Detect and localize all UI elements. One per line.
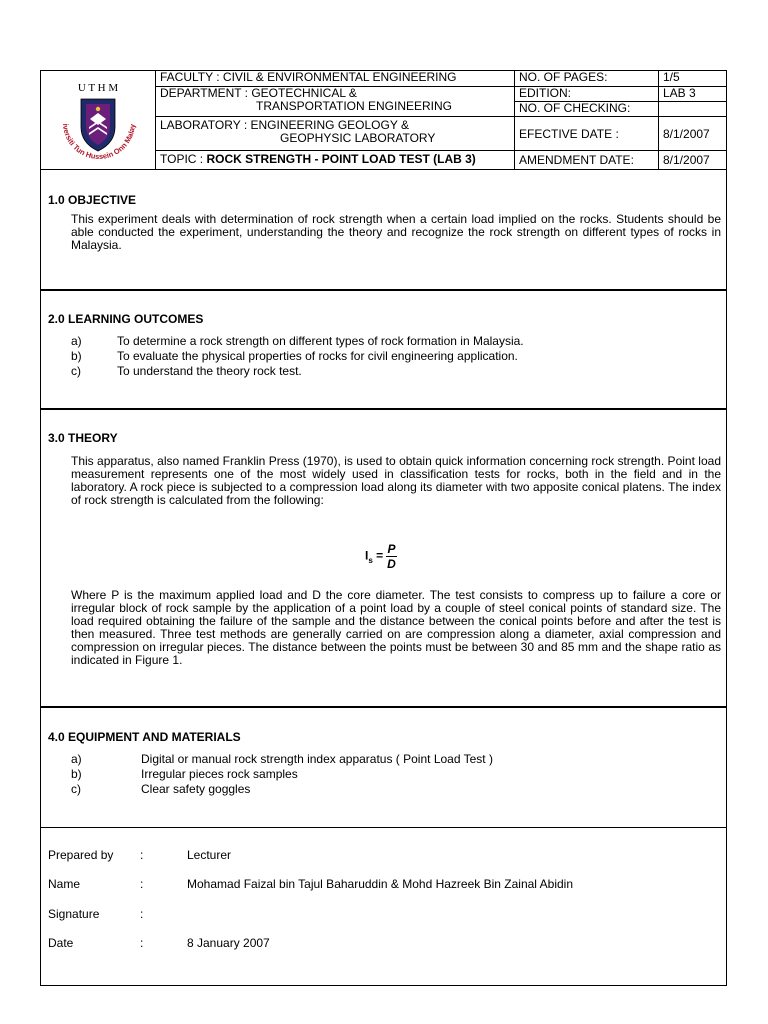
section-divider — [41, 289, 726, 291]
formula-denominator: D — [387, 557, 396, 571]
amendment-date-value-text: 8/1/2007 — [663, 153, 710, 167]
section-divider — [41, 827, 726, 828]
effective-date-label — [514, 117, 658, 151]
formula-fraction — [386, 542, 396, 571]
laboratory-line2: GEOPHYSIC LABORATORY — [280, 131, 436, 145]
amendment-date-label-text: AMENDMENT DATE: — [519, 153, 634, 167]
section-divider — [41, 408, 726, 410]
name-value: Mohamad Faizal bin Tajul Baharuddin & Mohd Hazreek Bin Zainal Abidin — [187, 877, 573, 891]
prepared-by-value: Lecturer — [187, 848, 232, 862]
equipment-item: Clear safety goggles — [141, 782, 251, 796]
formula-lhs: I — [365, 548, 369, 563]
equipment-marker: a) — [71, 752, 82, 766]
laboratory-line1: LABORATORY : ENGINEERING GEOLOGY & — [160, 118, 409, 132]
edition-value-text: LAB 3 — [663, 87, 696, 100]
shield-icon — [81, 99, 115, 151]
department-line1: DEPARTMENT : GEOTECHNICAL & — [160, 87, 357, 100]
effective-date-label-text: EFECTIVE DATE : — [519, 127, 619, 141]
edition-value — [658, 87, 726, 102]
date-colon: : — [140, 936, 144, 950]
no-of-checking-label — [514, 102, 658, 117]
no-of-pages-label-text: NO. OF PAGES: — [519, 71, 608, 84]
point-load-formula — [365, 542, 397, 571]
theory-paragraph-1: This apparatus, also named Franklin Press (1970), is used to obtain quick information concerning rock strength. Point load measurement represents one of the most widely used in classification tests for rocks, both in the field and in the laboratory. A rock piece is subjected to a compression load along its diameter with two apposite conical platens. The index of rock strength is calculated from the following: — [71, 454, 721, 507]
no-of-checking-label-text: NO. OF CHECKING: — [519, 102, 631, 115]
laboratory-cell — [155, 117, 514, 151]
equipment-item: Digital or manual rock strength index apparatus ( Point Load Test ) — [141, 752, 493, 766]
logo-ring-text: iversiti Tun Hussein Onn Malay — [60, 123, 138, 162]
prepared-by-colon: : — [140, 848, 144, 862]
department-line2: TRANSPORTATION ENGINEERING — [256, 99, 453, 113]
no-of-checking-value — [658, 102, 726, 117]
signature-label: Signature — [48, 907, 100, 921]
topic-lab: (LAB 3) — [429, 152, 476, 166]
formula-subscript: s — [368, 556, 373, 566]
document-header — [41, 71, 726, 169]
equipment-item: Irregular pieces rock samples — [141, 767, 298, 781]
lab-sheet — [40, 70, 727, 986]
learning-outcome-marker: a) — [71, 334, 82, 348]
name-colon: : — [140, 877, 144, 891]
header-divider — [41, 169, 726, 170]
date-label: Date — [48, 936, 74, 950]
equipment-marker: b) — [71, 767, 82, 781]
topic-cell — [155, 151, 514, 169]
theory-paragraph-2: Where P is the maximum applied load and D the core diameter. The test consists to compress up to failure a core or irregular block of rock sample by the application of a point load by a couple of steel conical points of standard size. The load required obtaining the failure of the sample and the distance between the conical points before and after the test is then measured. Three test methods are generally carried on are compression along a diameter, axial compression and compression on irregular pieces. The distance between the points must be between 30 and 85 mm and the shape ratio as indicated in Figure 1. — [71, 588, 721, 667]
edition-label — [514, 87, 658, 102]
no-of-pages-value-text: 1/5 — [663, 71, 680, 84]
learning-outcomes-title: 2.0 LEARNING OUTCOMES — [48, 312, 204, 326]
objective-text: This experiment deals with determination of rock strength when a certain load implied on the rocks. Students should be able conducted the experiment, understanding the theory and recognize the rock strength on different types of rocks in Malaysia. — [71, 212, 721, 252]
faculty-text: FACULTY : CIVIL & ENVIRONMENTAL ENGINEERING — [160, 71, 457, 84]
department-cell — [155, 87, 514, 117]
formula-equals: = — [372, 548, 387, 563]
equipment-marker: c) — [71, 782, 81, 796]
name-label: Name — [48, 877, 81, 891]
theory-title: 3.0 THEORY — [48, 431, 118, 445]
learning-outcome-item: To understand the theory rock test. — [117, 364, 302, 378]
objective-title: 1.0 OBJECTIVE — [48, 193, 137, 207]
faculty-cell — [155, 71, 514, 87]
no-of-pages-label — [514, 71, 658, 87]
effective-date-value — [658, 117, 726, 151]
effective-date-value-text: 8/1/2007 — [663, 127, 710, 141]
topic-title: ROCK STRENGTH - POINT LOAD TEST — [206, 152, 430, 166]
learning-outcome-item: To evaluate the physical properties of rocks for civil engineering application. — [117, 349, 518, 363]
topic-prefix: TOPIC : — [160, 152, 207, 166]
section-divider — [41, 706, 726, 708]
formula-numerator: P — [387, 542, 396, 556]
amendment-date-value — [658, 151, 726, 169]
learning-outcome-marker: c) — [71, 364, 81, 378]
signature-colon: : — [140, 907, 144, 921]
logo-top-letters: U T H M — [77, 82, 119, 94]
equipment-title: 4.0 EQUIPMENT AND MATERIALS — [48, 730, 241, 744]
prepared-by-label: Prepared by — [48, 848, 114, 862]
date-value: 8 January 2007 — [187, 936, 270, 950]
no-of-pages-value — [658, 71, 726, 87]
university-logo — [41, 71, 155, 169]
amendment-date-label — [514, 151, 658, 169]
learning-outcome-marker: b) — [71, 349, 82, 363]
edition-label-text: EDITION: — [519, 87, 572, 100]
learning-outcome-item: To determine a rock strength on different types of rock formation in Malaysia. — [117, 334, 524, 348]
